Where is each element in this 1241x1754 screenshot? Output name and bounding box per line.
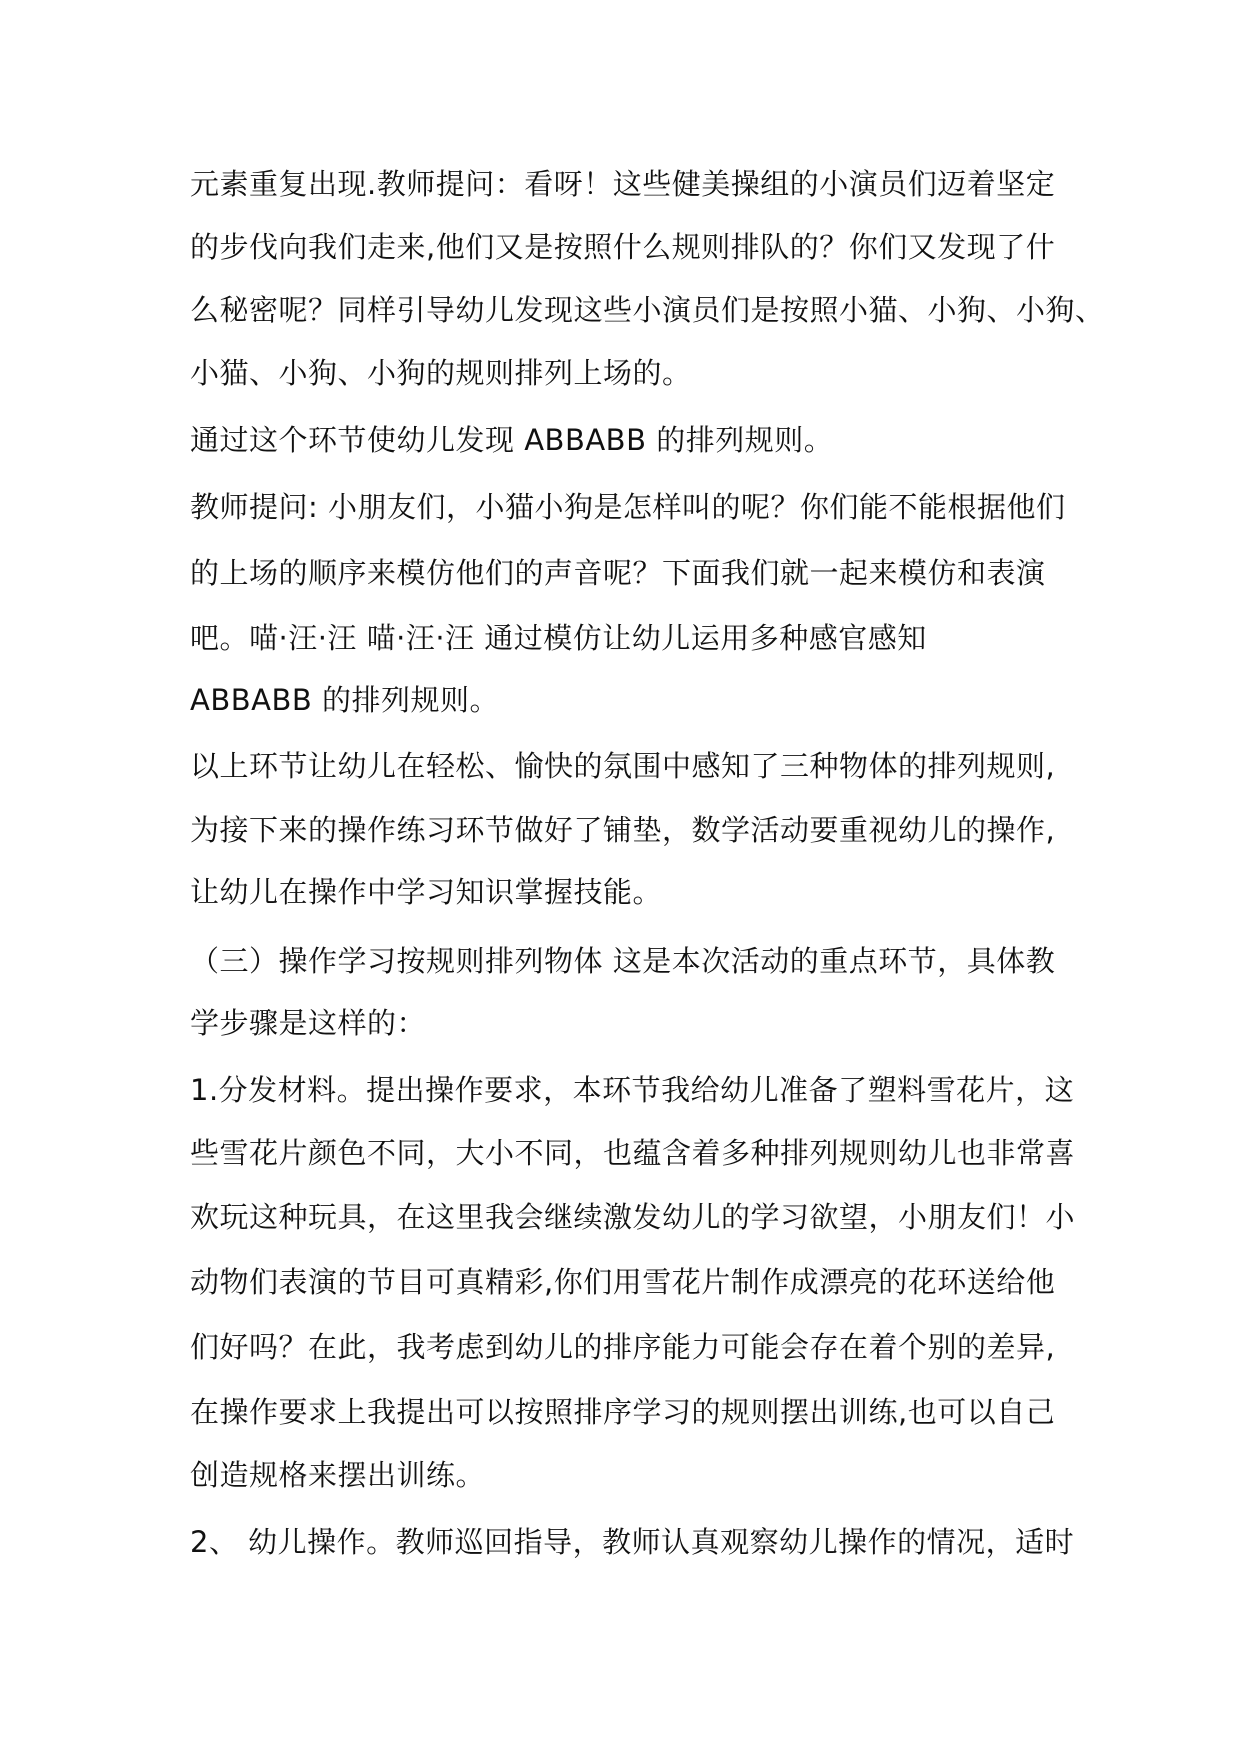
text-line-9: ABBABB 的排列规则。 — [190, 683, 499, 717]
text-line-3: 么秘密呢？同样引导幼儿发现这些小演员们是按照小猫、小狗、小狗、 — [190, 293, 1105, 327]
text-line-1: 元素重复出现.教师提问：看呀！这些健美操组的小演员们迈着坚定 — [190, 167, 1056, 201]
text-line-14: 学步骤是这样的： — [190, 1006, 427, 1040]
text-line-5: 通过这个环节使幼儿发现 ABBABB 的排列规则。 — [190, 423, 834, 457]
text-line-2: 的步伐向我们走来,他们又是按照什么规则排队的？你们又发现了什 — [190, 230, 1056, 264]
text-line-10: 以上环节让幼儿在轻松、愉快的氛围中感知了三种物体的排列规则, — [190, 749, 1056, 783]
text-line-22: 2、 幼儿操作。教师巡回指导，教师认真观察幼儿操作的情况，适时 — [190, 1525, 1075, 1559]
text-line-12: 让幼儿在操作中学习知识掌握技能。 — [190, 875, 663, 909]
text-line-7: 的上场的顺序来模仿他们的声音呢？下面我们就一起来模仿和表演 — [190, 556, 1046, 590]
text-line-8: 吧。喵·汪·汪 喵·汪·汪 通过模仿让幼儿运用多种感官感知 — [190, 621, 927, 655]
text-line-6: 教师提问: 小朋友们，小猫小狗是怎样叫的呢？你们能不能根据他们 — [190, 490, 1066, 524]
text-line-11: 为接下来的操作练习环节做好了铺垫，数学活动要重视幼儿的操作, — [190, 813, 1056, 847]
text-line-16: 些雪花片颜色不同，大小不同，也蕴含着多种排列规则幼儿也非常喜 — [190, 1136, 1076, 1170]
text-line-19: 们好吗？在此，我考虑到幼儿的排序能力可能会存在着个别的差异, — [190, 1330, 1056, 1364]
text-line-21: 创造规格来摆出训练。 — [190, 1458, 486, 1492]
text-line-17: 欢玩这种玩具，在这里我会继续激发幼儿的学习欲望，小朋友们！小 — [190, 1200, 1076, 1234]
text-line-20: 在操作要求上我提出可以按照排序学习的规则摆出训练,也可以自己 — [190, 1395, 1056, 1429]
text-line-18: 动物们表演的节目可真精彩,你们用雪花片制作成漂亮的花环送给他 — [190, 1265, 1056, 1299]
text-line-4: 小猫、小狗、小狗的规则排列上场的。 — [190, 356, 692, 390]
text-line-13: （三）操作学习按规则排列物体 这是本次活动的重点环节，具体教 — [190, 944, 1056, 978]
text-line-15: 1.分发材料。提出操作要求，本环节我给幼儿准备了塑料雪花片，这 — [190, 1073, 1075, 1107]
